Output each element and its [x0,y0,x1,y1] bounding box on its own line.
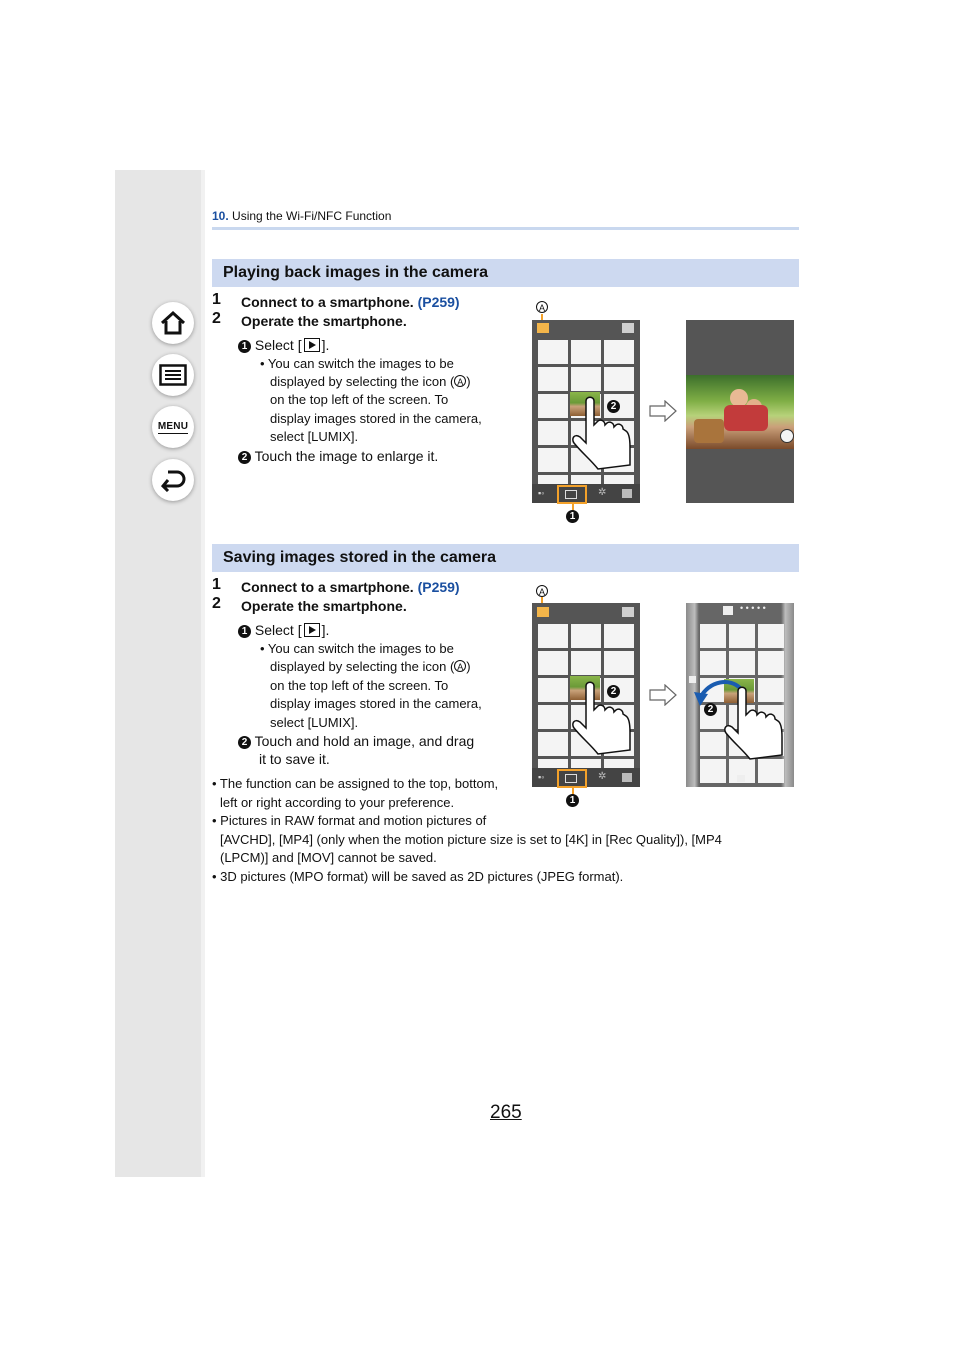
section1-step1 [241,294,460,310]
grid-cell [729,651,755,675]
enlarged-photo [686,375,794,449]
return-icon [159,468,187,492]
chapter-title: Using the Wi-Fi/NFC Function [232,209,392,223]
hand-drag-icon [720,685,786,760]
step1-text: Connect to a smartphone. [241,579,414,595]
grid-cell [700,759,726,783]
section2-step1 [241,579,460,595]
figure-marker-2: 2 [607,400,620,413]
section2-step1-number: 1 [212,576,221,593]
figure-label-a: A [536,301,548,313]
grid-cell [571,340,601,364]
grid-cell [700,624,726,648]
section2-sub1 [238,622,329,638]
select-post: ]. [321,622,330,638]
section2-step2: Operate the smartphone. [241,598,407,614]
grid-cell [538,732,568,756]
select-pre: Select [ [254,337,302,353]
hand-pointer-icon [568,680,634,755]
section2-bullet-line [270,659,471,674]
step1-text: Connect to a smartphone. [241,294,414,310]
note-line: [AVCHD], [MP4] (only when the motion picture size is set to [4K] in [Rec Quality]), [MP4 [220,832,722,847]
top-right-icon [622,607,634,617]
bullet-close: ) [466,659,471,674]
grid-cell [729,624,755,648]
grid-cell [604,651,634,675]
grid-cell [604,367,634,391]
p259-link[interactable]: (P259) [417,579,460,595]
grid-cell [538,394,568,418]
source-icon [537,607,549,617]
bullet-text: displayed by selecting the icon ( [270,659,455,674]
source-icon [537,323,549,333]
section2-bullet-line: select [LUMIX]. [270,715,359,730]
top-right-icon [622,323,634,333]
section1-sub1 [238,337,329,353]
grid-cell [538,624,568,648]
section2-sub2-cont: it to save it. [259,751,330,767]
section2-bullet-line: on the top left of the screen. To [270,678,449,693]
figure-marker-1: 1 [566,510,579,523]
section1-bullet-line [270,374,471,389]
camera-icon: ▪◦ [538,772,545,782]
grid-cell [538,340,568,364]
label-a-icon: A [454,375,466,387]
note-line: left or right according to your preference. [220,795,455,810]
marker-1: 1 [238,340,251,353]
playback-tab-highlight [557,485,587,504]
sidebar-edge [201,170,205,1177]
grid-cell [571,651,601,675]
section2-step2-number: 2 [212,595,221,612]
grid-cell [604,340,634,364]
section2-heading: Saving images stored in the camera [212,544,799,572]
bottom-right-icon [622,773,632,782]
note-line: • Pictures in RAW format and motion pictures of [212,813,487,828]
section1-step2-number: 2 [212,310,221,327]
section1-sub2 [238,448,438,464]
grid-cell [758,624,784,648]
section1-bullet-line: select [LUMIX]. [270,429,359,444]
arrow-right-icon [649,400,677,422]
marker-1: 1 [238,625,251,638]
section1-bullet-line: display images stored in the camera, [270,411,482,426]
bullet-text: displayed by selecting the icon ( [270,374,455,389]
section1-bullet-line: • You can switch the images to be [260,356,454,371]
grid-cell [538,448,568,472]
grid-cell [700,651,726,675]
select-post: ]. [321,337,330,353]
chapter-divider [212,227,799,230]
home-icon [159,310,187,336]
grid-cell [571,367,601,391]
grid-cell [538,705,568,729]
camera-icon: ▪◦ [538,488,545,498]
section2-bullet-line: • You can switch the images to be [260,641,454,656]
note-line: • 3D pictures (MPO format) will be saved as 2D pictures (JPEG format). [212,869,624,884]
note-line: • The function can be assigned to the top, bottom, [212,776,499,791]
sub2-text: Touch and hold an image, and drag [254,733,475,749]
home-button[interactable] [152,302,194,344]
page-number: 265 [490,1102,522,1123]
contents-button[interactable] [152,354,194,396]
figure-label-a: A [536,585,548,597]
marker-2: 2 [238,736,251,749]
enlarged-view-screen [686,320,794,503]
section2-sub2 [238,733,474,749]
back-button[interactable] [152,459,194,501]
grid-cell [538,367,568,391]
section2-bullet-line: display images stored in the camera, [270,696,482,711]
figure-marker-2b: 2 [704,703,717,716]
playback-tab-icon [565,490,577,499]
playback-tab-icon [565,774,577,783]
hand-pointer-icon [568,395,634,470]
figure-marker-2: 2 [607,685,620,698]
grid-cell [538,651,568,675]
sub2-text: Touch the image to enlarge it. [254,448,439,464]
p259-link[interactable]: (P259) [417,294,460,310]
grid-cell [571,624,601,648]
chapter-number: 10. [212,209,229,223]
bullet-close: ) [466,374,471,389]
chapter-header [212,209,391,223]
dots-indicator: • • • • • [740,603,766,613]
figure-marker-1: 1 [566,794,579,807]
menu-button[interactable] [152,406,194,448]
section1-bullet-line: on the top left of the screen. To [270,392,449,407]
bottom-square-icon [737,775,745,782]
marker-2: 2 [238,451,251,464]
menu-label: MENU [157,420,189,432]
list-icon [159,364,187,386]
playback-icon [304,623,320,637]
select-pre: Select [ [254,622,302,638]
label-a-icon: A [454,660,466,672]
grid-cell [538,421,568,445]
arrow-right-icon [649,684,677,706]
playback-tab-highlight [557,769,587,788]
bottom-right-icon [622,489,632,498]
section1-heading: Playing back images in the camera [212,259,799,287]
section1-step2: Operate the smartphone. [241,313,407,329]
note-line: (LPCM)] and [MOV] cannot be saved. [220,850,437,865]
grid-cell [758,651,784,675]
grid-cell [604,624,634,648]
top-square-icon [723,606,733,615]
playback-icon [304,338,320,352]
grid-cell [538,678,568,702]
section1-step1-number: 1 [212,291,221,308]
settings-icon: ✲ [598,487,607,498]
grid-cell [758,759,784,783]
settings-icon: ✲ [598,771,607,782]
